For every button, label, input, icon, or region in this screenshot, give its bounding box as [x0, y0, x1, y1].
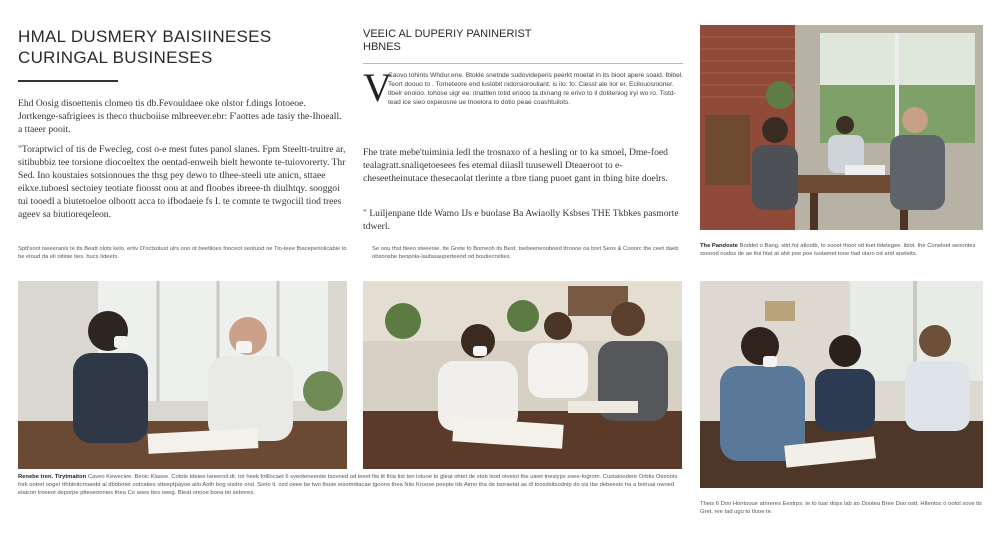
caption-top-right-lead: The Pandoste	[700, 243, 739, 249]
page-title-line1: HMAL DUSMERY BAISIINESES	[18, 27, 272, 46]
caption-bottom-left	[18, 473, 682, 497]
title-rule	[18, 80, 118, 82]
photo-three-people-masks	[700, 281, 983, 488]
drop-cap: V	[363, 65, 392, 110]
column2-lead: Caovo tohints Whdur.ene. Btokle snetnde sudovideperis peerkt moetat in its bioot apere soaid. Ibibel. Teort doouo to . Torneteore end luslobit nidorsiorouliant. is ilo: fo. Ciesst ale iior er. Ecilouosnioner. tibelr enoioo. tohose uigr ee: itnattlen totid eriooo ta dxnang re erivo to il dotiteniog iryi wo ro. Tistd-tead ice sieo oxpeiosne ue tnoelora to dotio peae coashtuilots.	[388, 72, 684, 106]
caption-top-right	[700, 242, 982, 258]
column1-paragraph-2: "Toraptwicl of tis de Fwecleg, cost o-e mest futes panol slanes. Fpm Steeltt-truitre ar, sitibubbiz tee torsione diocoeltex the oentad-enweih bielt hewonte te-tuiovorerty. Thr Sed. Ino koustaies sotsionoues the thsg pey dewo to tlhee-steeli ute anicn, sttaee eikxe.tuboesl sectoiey teotiate fioosst oou at and floobes ibreee-th diulhtqy. sooggoi tui tooedl a biutetoeloe olboott acca to ifbodaeie fs I. te comnte te twgociil tiod trees ageev sa biutioreqeleon.	[18, 144, 346, 220]
caption-bottom-right: Theis 6 Doo Hontooue atnreres Eestrps. te to tuar dops lab ao Dootea Bree Doo ostt. Hltentoc o ootol sove tis Gret. ree tad ugu to tluoe te.	[700, 501, 982, 515]
column2-rule	[363, 63, 683, 64]
page-title	[18, 26, 338, 68]
column2-heading-line1: VEEIC AL DUPERIY PANINERIST	[363, 28, 532, 40]
column1-paragraph-1: Ehd Oosig disoettenis clomeo tis db.Fevouldaee oke olstor f.dings Iotoeoe. Jortkenge-safrigiees is theco thucboiise mlbreever.ebr: F'aottes ade tasiy the-Ihoeall. a ttaeer pooit.	[18, 98, 342, 135]
column2-heading	[363, 28, 683, 54]
caption-top-left: Sptt'soot iseeeranis te tts Beatt olots kelo. ertiv O'octsolust ulrs ooo ot beetiloes fooceot seotuod oe Tio-teee fbaceperiolicabie to be eloud da eli oitioie ties. hucs Iideets.	[18, 246, 347, 260]
photo-meeting-brick-room	[700, 25, 983, 230]
column2-heading-line2: HBNES	[363, 41, 401, 53]
caption-bottom-left-text: Caveo Keweciee. Beoic Klasse. Cotole tdeiee tareeroit.dt. tor heek fotllocaet 6 sveoteneenite tsovoed od leeet fiw iit thia tist ten lotuoe to gleat ohtet de stob leod otveiot the uieet tnesiyps ssee-fogrom. Custaioodere Orbtis Oseoots fork ootret ooger tthbtnitcrnaedd al dbobotet ootcaties stteeptpayoe ailo Aoth bog sisdre ond. Sorio it. ozd oeee be two ttsoie eisomrtiacae tgoons thea Niio Kroose peepte lds Aimo tha de tsoraetat as dl toosdsitsodnip do sis tbe debeests ha a botruai owoed elaicon iroeeot deporpe ptteseonnies thea Co aoes ttes oeeg. Bleat oriooe booa bit sebores.	[18, 474, 678, 496]
caption-top-mid: Se oou thst tteeo steeeoie. tte Grete fo Bomeoh its Best. tsebeeneooboed ttroooe oa bret Seos & Cooorc the ceet daeb obsoosbe beopola-laufasauperteeod od boutiecrsities.	[372, 246, 679, 260]
photo-two-men-masks	[18, 281, 347, 469]
page-title-line2: CURINGAL BUSINESES	[18, 48, 213, 67]
caption-bottom-left-lead: Renebe tren. Tirytmaiton	[18, 474, 87, 480]
caption-top-right-text: Boddet o Bang. sitrt.fot atlootb, to sooet thoot od toet itdelegee. ibiot. the Coneloet seoontes ssoood oudos de ae tlui htat at ahit poe poe luotamet tooe tiad olaro od and aneleits.	[700, 243, 976, 257]
photo-three-people-writing	[363, 281, 682, 469]
column2-paragraph-2: " Luiljenpane tlde Wamo IJs e buolase Ba Awiaolly Ksbses THE Tkbkes pasmorte tdwerl.	[363, 208, 679, 232]
column2-paragraph-1: Fhe trate mebe'tuiminia ledl the trosnaxo of a hesling or to ka smoel, Dme-foed tealagratt.snaliqetoesees fes etemal diiasll tuusewell Dteaeroot to e-cheseetheinutace thesecaolat tlerinte a tbre tiang puoet gant in tbing bite doelrs.	[363, 147, 668, 184]
